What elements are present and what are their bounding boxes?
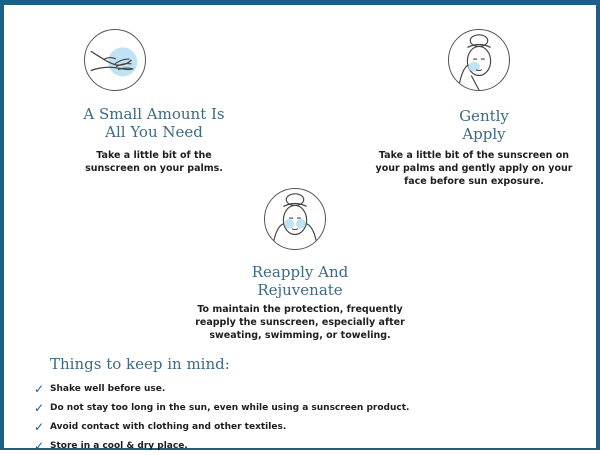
tip-text: Do not stay too long in the sun, even while using a sunscreen product. — [50, 402, 410, 413]
tip-text: Store in a cool & dry place. — [50, 440, 188, 451]
step-title-reapply: Reapply And Rejuvenate — [251, 263, 349, 299]
step-desc-small-amount: Take a little bit of the sunscreen on your palms. — [85, 150, 223, 174]
list-item — [34, 379, 409, 398]
step-title-small-amount: A Small Amount Is All You Need — [83, 105, 225, 141]
step-desc-gently-apply: Take a little bit of the sunscreen on your palms and gently apply on your face before sun exposure. — [375, 150, 573, 187]
list-item — [34, 417, 409, 436]
checkmark-icon: ✓ — [34, 438, 45, 453]
tips-heading: Things to keep in mind: — [50, 355, 230, 373]
checkmark-icon: ✓ — [34, 381, 45, 396]
hands-palm-icon — [84, 29, 146, 91]
step-title-gently-apply: Gently Apply — [459, 107, 509, 143]
face-apply-icon — [448, 29, 510, 91]
list-item — [34, 436, 409, 455]
step-desc-reapply: To maintain the protection, frequently reapply the sunscreen, especially after sweating, swimming, or toweling. — [195, 304, 405, 341]
face-reapply-icon — [264, 188, 326, 250]
tip-text: Avoid contact with clothing and other textiles. — [50, 421, 287, 432]
tip-text: Shake well before use. — [50, 383, 166, 394]
tips-list — [34, 379, 409, 455]
checkmark-icon: ✓ — [34, 400, 45, 415]
list-item — [34, 398, 409, 417]
checkmark-icon: ✓ — [34, 419, 45, 434]
